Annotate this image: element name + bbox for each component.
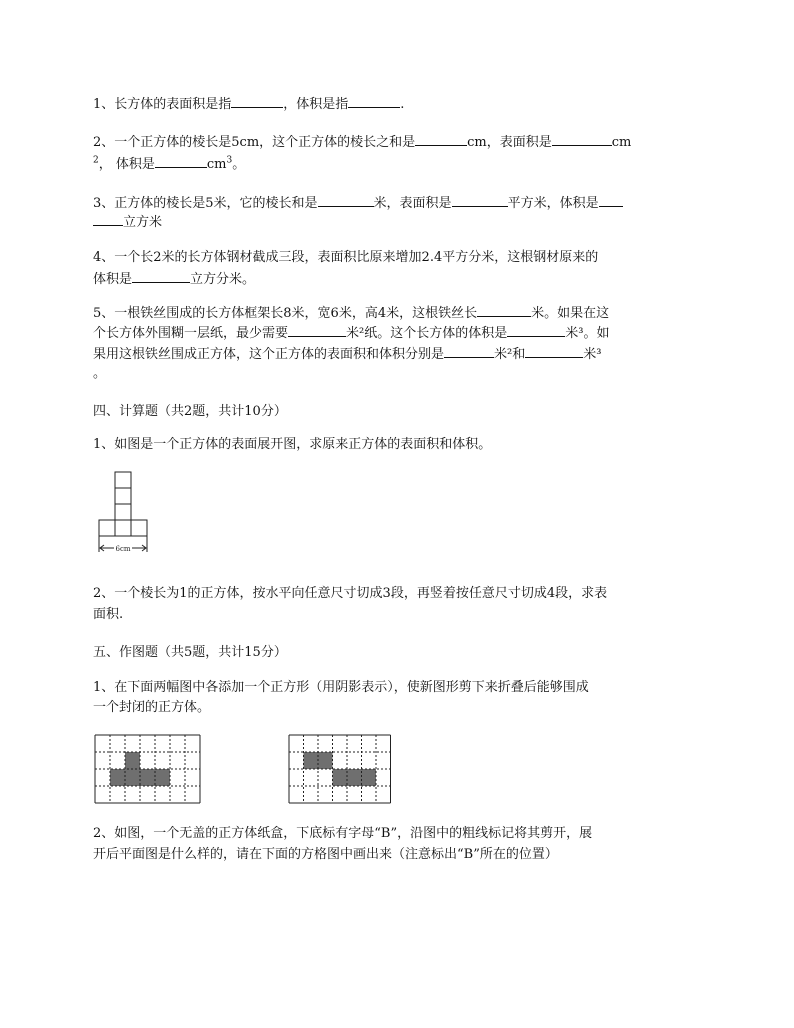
- section-5-question-2: 2、如图，一个无盖的正方体纸盒，下底标有字母“B”，沿图中的粗线标记将其剪开，展: [93, 826, 593, 841]
- shaded-square: [347, 769, 362, 786]
- blank[interactable]: [415, 133, 467, 146]
- question-3-3-cont: 立方米: [93, 213, 162, 231]
- blank[interactable]: [231, 95, 283, 108]
- section-5-question-1-cont: 一个封闭的正方体。: [93, 700, 211, 715]
- question-3-1: 1、长方体的表面积是指 ，体积是指 .: [93, 97, 405, 112]
- question-3-2: 2、一个正方体的棱长是5cm，这个正方体的棱长之和是 cm，表面积是 cm: [93, 135, 632, 150]
- shaded-square: [333, 769, 348, 786]
- section-5-question-2-cont: 开后平面图是什么样的，请在下面的方格图中画出来（注意标出“B”所在的位置）: [93, 847, 558, 862]
- section-4-question-2-cont: 面积.: [93, 607, 124, 622]
- question-3-5-line4: 。: [93, 366, 107, 381]
- question-3-3: 3、正方体的棱长是5米，它的棱长和是 米，表面积是 平方米，体积是: [93, 194, 623, 212]
- shaded-square: [110, 769, 125, 786]
- blank[interactable]: [477, 304, 531, 317]
- shaded-square: [155, 769, 170, 786]
- blank[interactable]: [525, 345, 583, 358]
- blank[interactable]: [444, 345, 494, 358]
- shaded-square: [304, 752, 319, 769]
- question-3-2-cont: $^2$， 体积是 $cm^3$。: [93, 155, 246, 172]
- question-3-4-cont: 体积是 立方分米。: [93, 272, 256, 287]
- cube-net-figure: [94, 470, 160, 558]
- blank[interactable]: [507, 324, 565, 337]
- blank[interactable]: [348, 95, 400, 108]
- section-4-question-2: 2、一个棱长为1的正方体，按水平向任意尺寸切成3段，再竖着按任意尺寸切成4段，求表: [93, 586, 608, 601]
- shaded-square: [125, 752, 140, 769]
- grid-figure-left: [94, 734, 202, 806]
- question-3-5-line3: 果用这根铁丝围成正方体，这个正方体的表面积和体积分别是 米²和 米³: [93, 347, 602, 362]
- blank[interactable]: [599, 194, 623, 207]
- grid-figure-right: [288, 734, 392, 806]
- question-3-5-line2: 个长方体外围糊一层纸，最少需要 米²纸。这个长方体的体积是 米³。如: [93, 326, 610, 341]
- blank[interactable]: [552, 133, 612, 146]
- blank[interactable]: [288, 324, 346, 337]
- section-4-title: 四、计算题（共2题，共计10分）: [93, 404, 287, 419]
- section-5-question-1: 1、在下面两幅图中各添加一个正方形（用阴影表示），使新图形剪下来折叠后能够围成: [93, 680, 589, 695]
- blank[interactable]: [318, 194, 374, 207]
- question-3-5: 5、一根铁丝围成的长方体框架长8米，宽6米，高4米，这根铁丝长 米。如果在这: [93, 306, 610, 321]
- blank[interactable]: [93, 213, 123, 226]
- section-5-title: 五、作图题（共5题，共计15分）: [93, 645, 287, 660]
- shaded-square: [125, 769, 140, 786]
- blank[interactable]: [155, 155, 207, 168]
- blank[interactable]: [132, 270, 190, 283]
- section-4-question-1: 1、如图是一个正方体的表面展开图，求原来正方体的表面积和体积。: [93, 437, 492, 452]
- shaded-square: [140, 769, 155, 786]
- blank[interactable]: [452, 194, 508, 207]
- dimension-label: 6cm: [115, 545, 131, 553]
- question-3-4: 4、一个长2米的长方体钢材截成三段，表面积比原来增加2.4平方分米，这根钢材原来的: [93, 250, 599, 265]
- shaded-square: [318, 752, 333, 769]
- shaded-square: [362, 769, 377, 786]
